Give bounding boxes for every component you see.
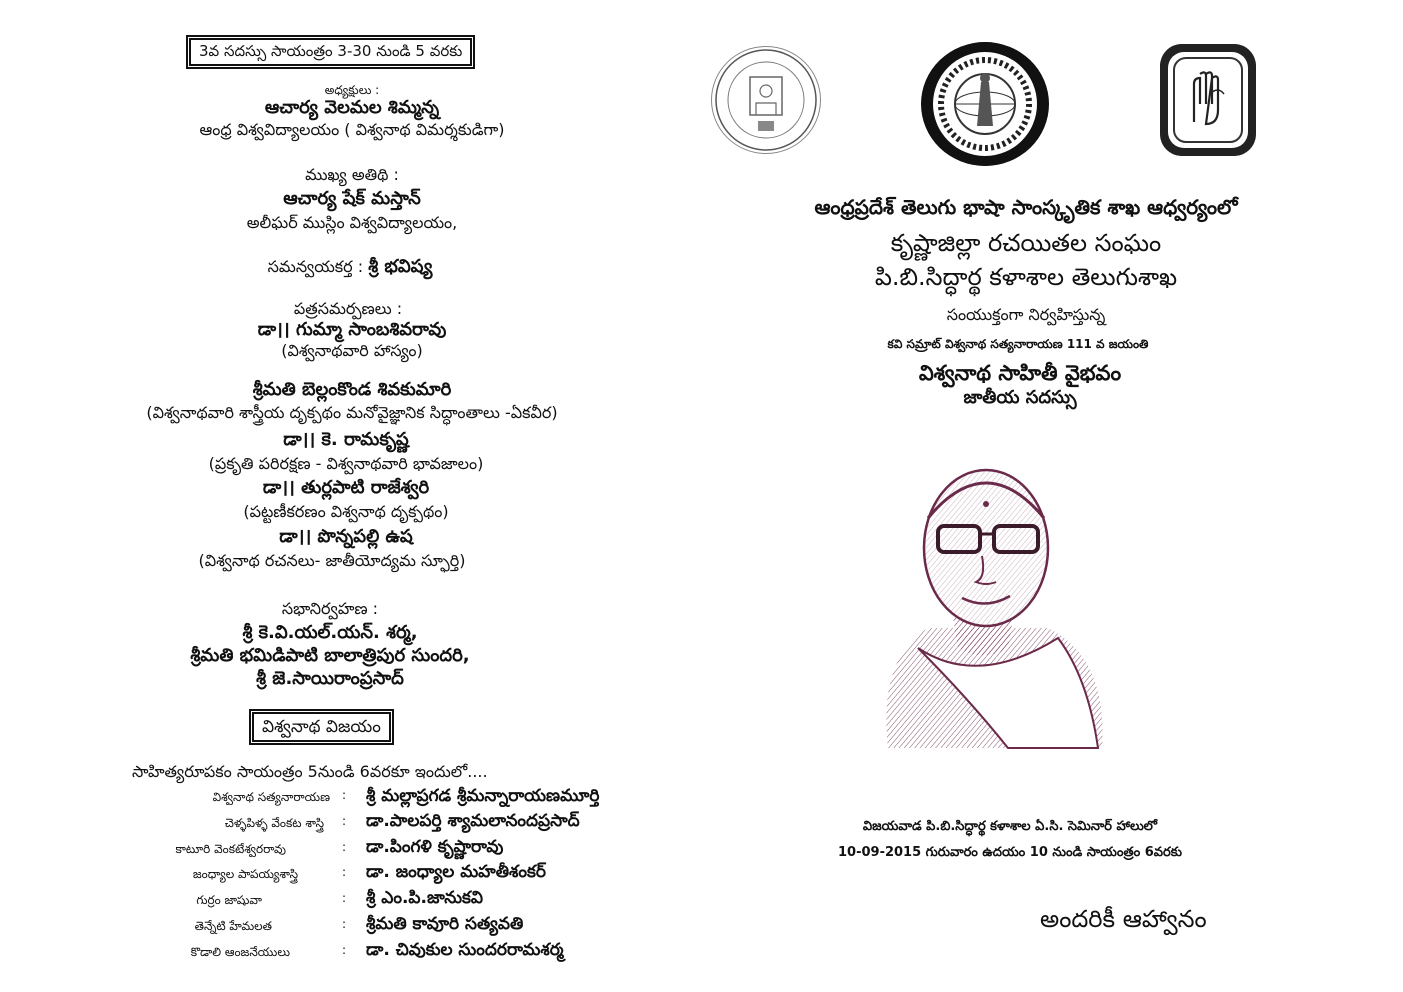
chair-name: ఆచార్య వెలమల శిమ్మన్న: [264, 97, 440, 118]
cast-actor: శ్రీమతి కావూరి సత్యవతి: [366, 914, 524, 934]
paper-presenter: డా।। పొన్నపల్లి ఉష: [279, 526, 413, 547]
cast-actor: డా. చివుకుల సుందరరామశర్మ: [366, 940, 564, 960]
paper-presenter: శ్రీమతి బెల్లంకొండ శివకుమారి: [252, 379, 452, 400]
andhra-pradesh-emblem-icon: [711, 46, 821, 154]
paper-topic: (విశ్వనాథ రచనలు- జాతీయోద్యమ స్ఫూర్తి): [198, 551, 466, 570]
cast-separator: :: [342, 891, 347, 905]
cast-role: చెళ్ళపిళ్ళ వేంకట శాస్త్రి: [224, 816, 324, 830]
viswanatha-portrait-illustration: [858, 448, 1116, 758]
cast-separator: :: [342, 840, 347, 854]
chief-guest-affiliation: అలీఘర్ ముస్లిం విశ్వవిద్యాలయం,: [246, 213, 458, 232]
drama-intro: సాహిత్యరూపకం సాయంత్రం 5నుండి 6వరకూ ఇందులో....: [132, 762, 488, 781]
cast-separator: :: [342, 788, 347, 802]
cast-role: తెన్నేటి హేమలత: [194, 919, 272, 933]
paper-topic: (విశ్వనాథవారి శాస్త్రీయ దృక్పథం మనోవైజ్ఞానిక సిద్ధాంతాలు -ఏకవీర): [146, 403, 558, 422]
welcome-all: అందరికీ ఆహ్వానం: [1040, 905, 1207, 933]
paper-presenter: డా।। తుర్లపాటి రాజేశ్వరి: [262, 477, 430, 498]
coordinator-line: [268, 257, 433, 278]
chair-affiliation: ఆంధ్ర విశ్వవిద్యాలయం ( విశ్వనాథ విమర్శకుడిగా): [199, 120, 505, 139]
moderation-label: సభానిర్వహణ :: [281, 599, 379, 618]
cast-role: కాటూరి వెంకటేశ్వరరావు: [175, 842, 286, 856]
cast-actor: డా.పింగళి కృష్ణారావు: [366, 837, 504, 857]
coordinator-name: శ్రీ భవిష్య: [368, 256, 433, 277]
vijayam-box: విశ్వనాథ విజయం: [252, 712, 391, 742]
jayanthi-line: కవి సమ్రాట్ విశ్వనాథ సత్యనారాయణ 111 వ జయంతి: [887, 337, 1149, 351]
event-title: జాతీయ సదస్సు: [963, 387, 1077, 408]
jointly-organised-line: సంయుక్తంగా నిర్వహిస్తున్న: [946, 305, 1106, 324]
cast-role: జంధ్యాల పాపయ్యశాస్త్రి: [192, 867, 298, 881]
event-subtitle: విశ్వనాథ సాహితీ వైభవం: [918, 361, 1122, 385]
chair-label: అధ్యక్షులు :: [324, 83, 380, 97]
cast-separator: :: [342, 943, 347, 957]
cast-actor: డా.పాలపర్తి శ్యామలానందప్రసాద్: [366, 811, 580, 831]
siddhartha-academy-logo-icon: [1160, 44, 1256, 156]
association-name: కృష్ణాజిల్లా రచయితల సంఘం: [890, 229, 1162, 257]
coordinator-label: సమన్వయకర్త :: [267, 257, 364, 276]
paper-topic: (విశ్వనాథవారి హాస్యం): [281, 341, 423, 360]
moderator-name: శ్రీ కె.వి.యల్.యన్. శర్మ,: [242, 622, 418, 643]
cast-role: కొడాలి ఆంజనేయులు: [190, 945, 290, 959]
moderator-name: శ్రీమతి భమిడిపాటి బాలాత్రిపుర సుందరి,: [190, 645, 470, 666]
cast-actor: శ్రీ మల్లాప్రగడ శ్రీమన్నారాయణమూర్తి: [366, 786, 600, 806]
college-department: పి.బి.సిద్ధార్థ కళాశాల తెలుగుశాఖ: [874, 263, 1178, 291]
paper-topic: (పట్టణీకరణం విశ్వనాథ దృక్పథం): [243, 502, 449, 521]
cast-separator: :: [342, 814, 347, 828]
chief-guest-name: ఆచార్య షేక్ మస్తాన్: [283, 188, 421, 209]
cast-actor: శ్రీ ఎం.పి.జానుకవి: [366, 888, 484, 908]
paper-topic: (ప్రకృతి పరిరక్షణ - విశ్వనాథవారి భావజాలం): [208, 454, 484, 473]
moderator-name: శ్రీ జె.సాయిరాంప్రసాద్: [256, 668, 404, 689]
organizer-line: ఆంధ్రప్రదేశ్ తెలుగు భాషా సాంస్కృతిక శాఖ ఆధ్వర్యంలో: [814, 195, 1238, 219]
cast-actor: డా. జంధ్యాల మహతీశంకర్: [366, 862, 546, 882]
writers-association-seal-icon: [921, 42, 1049, 166]
date-time-line: 10-09-2015 గురువారం ఉదయం 10 నుండి సాయంత్రం 6వరకు: [837, 845, 1183, 860]
papers-label: పత్రసమర్పణలు :: [293, 299, 403, 318]
cast-role: విశ్వనాథ సత్యనారాయణ: [212, 790, 330, 804]
cast-separator: :: [342, 865, 347, 879]
venue-line: విజయవాడ పి.బి.సిద్ధార్థ కళాశాల ఏ.సి. సెమినార్ హాలులో: [862, 819, 1158, 834]
cast-role: గుర్రం జాషువా: [196, 893, 262, 907]
paper-presenter: డా।। కె. రామకృష్ణ: [283, 429, 409, 450]
paper-presenter: డా।। గుమ్మా సాంబశివరావు: [257, 319, 447, 340]
session-timing-box: 3వ సదస్సు సాయంత్రం 3-30 నుండి 5 వరకు: [189, 38, 472, 66]
cast-separator: :: [342, 917, 347, 931]
chief-guest-label: ముఖ్య అతిథి :: [305, 165, 399, 184]
